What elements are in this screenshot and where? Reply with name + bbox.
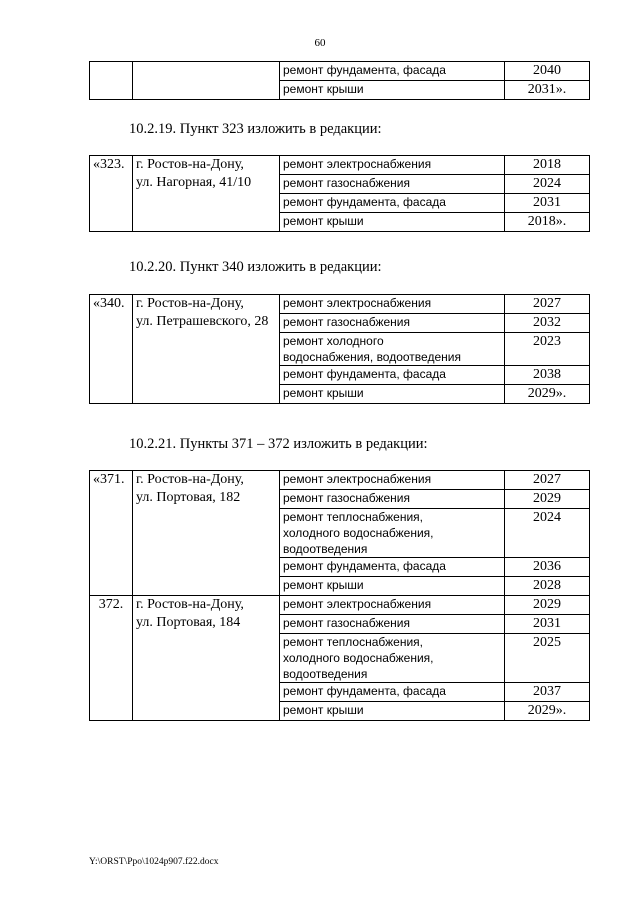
work-cell: ремонт крыши — [280, 702, 505, 721]
year-cell: 2018 — [505, 156, 590, 175]
year-cell: 2038 — [505, 366, 590, 385]
year-cell: 2040 — [505, 62, 590, 81]
year-cell: 2018». — [505, 213, 590, 232]
work-cell: ремонт электроснабжения — [280, 295, 505, 314]
paragraph-10-2-21: 10.2.21. Пункты 371 – 372 изложить в редакции: — [129, 436, 428, 452]
year-cell: 2036 — [505, 558, 590, 577]
work-cell: ремонт фундамента, фасада — [280, 194, 505, 213]
address-city: г. Ростов-на-Дону, — [136, 472, 244, 487]
year-cell: 2031». — [505, 81, 590, 100]
work-cell: ремонт крыши — [280, 213, 505, 232]
year-cell: 2028 — [505, 577, 590, 596]
work-cell — [280, 509, 505, 558]
table-row — [90, 156, 590, 175]
work-line: ремонт теплоснабжения, — [283, 510, 423, 524]
year-cell: 2027 — [505, 295, 590, 314]
work-cell: ремонт фундамента, фасада — [280, 683, 505, 702]
footer-file-path: Y:\ORST\Ppo\1024p907.f22.docx — [89, 857, 219, 867]
address-cell — [133, 295, 280, 404]
address-street: ул. Петрашевского, 28 — [136, 314, 269, 329]
work-cell — [280, 333, 505, 366]
address-city: г. Ростов-на-Дону, — [136, 296, 244, 311]
address-cell — [133, 471, 280, 596]
work-line: водоотведения — [283, 542, 368, 556]
year-cell: 2037 — [505, 683, 590, 702]
year-cell: 2029 — [505, 490, 590, 509]
table-item-340 — [89, 294, 590, 404]
item-number: «340. — [90, 295, 133, 404]
address-cell — [133, 62, 280, 100]
address-city: г. Ростов-на-Дону, — [136, 597, 244, 612]
work-line: холодного водоснабжения, — [283, 526, 434, 540]
table-row — [90, 62, 590, 81]
work-cell: ремонт электроснабжения — [280, 471, 505, 490]
paragraph-10-2-19: 10.2.19. Пункт 323 изложить в редакции: — [129, 121, 382, 137]
year-cell: 2032 — [505, 314, 590, 333]
work-cell: ремонт газоснабжения — [280, 314, 505, 333]
address-street: ул. Нагорная, 41/10 — [136, 175, 252, 190]
table-row — [90, 471, 590, 490]
year-cell: 2024 — [505, 509, 590, 558]
work-cell — [280, 634, 505, 683]
paragraph-10-2-20: 10.2.20. Пункт 340 изложить в редакции: — [129, 259, 382, 275]
work-line: ремонт теплоснабжения, — [283, 635, 423, 649]
address-street: ул. Портовая, 184 — [136, 615, 241, 630]
table-row — [90, 295, 590, 314]
year-cell: 2031 — [505, 194, 590, 213]
work-line: ремонт холодного — [283, 334, 384, 348]
work-cell: ремонт фундамента, фасада — [280, 558, 505, 577]
year-cell: 2024 — [505, 175, 590, 194]
item-number: «323. — [90, 156, 133, 232]
work-cell: ремонт фундамента, фасада — [280, 62, 505, 81]
table-items-371-372 — [89, 470, 590, 721]
page-number: 60 — [314, 37, 326, 49]
year-cell: 2025 — [505, 634, 590, 683]
item-number: 372. — [90, 596, 133, 721]
year-cell: 2029». — [505, 385, 590, 404]
table-continuation — [89, 61, 590, 100]
address-cell — [133, 596, 280, 721]
address-city: г. Ростов-на-Дону, — [136, 157, 244, 172]
work-cell: ремонт электроснабжения — [280, 156, 505, 175]
table-row — [90, 596, 590, 615]
work-cell: ремонт крыши — [280, 577, 505, 596]
year-cell: 2029». — [505, 702, 590, 721]
work-cell: ремонт крыши — [280, 385, 505, 404]
year-cell: 2029 — [505, 596, 590, 615]
table-item-323 — [89, 155, 590, 232]
year-cell: 2031 — [505, 615, 590, 634]
year-cell: 2027 — [505, 471, 590, 490]
work-cell: ремонт газоснабжения — [280, 490, 505, 509]
work-cell: ремонт газоснабжения — [280, 175, 505, 194]
work-line: холодного водоснабжения, — [283, 651, 434, 665]
year-cell: 2023 — [505, 333, 590, 366]
address-cell — [133, 156, 280, 232]
work-line: водоснабжения, водоотведения — [283, 350, 461, 364]
work-cell: ремонт газоснабжения — [280, 615, 505, 634]
work-line: водоотведения — [283, 667, 368, 681]
work-cell: ремонт электроснабжения — [280, 596, 505, 615]
num-cell — [90, 62, 133, 100]
address-street: ул. Портовая, 182 — [136, 490, 241, 505]
work-cell: ремонт крыши — [280, 81, 505, 100]
work-cell: ремонт фундамента, фасада — [280, 366, 505, 385]
item-number: «371. — [90, 471, 133, 596]
